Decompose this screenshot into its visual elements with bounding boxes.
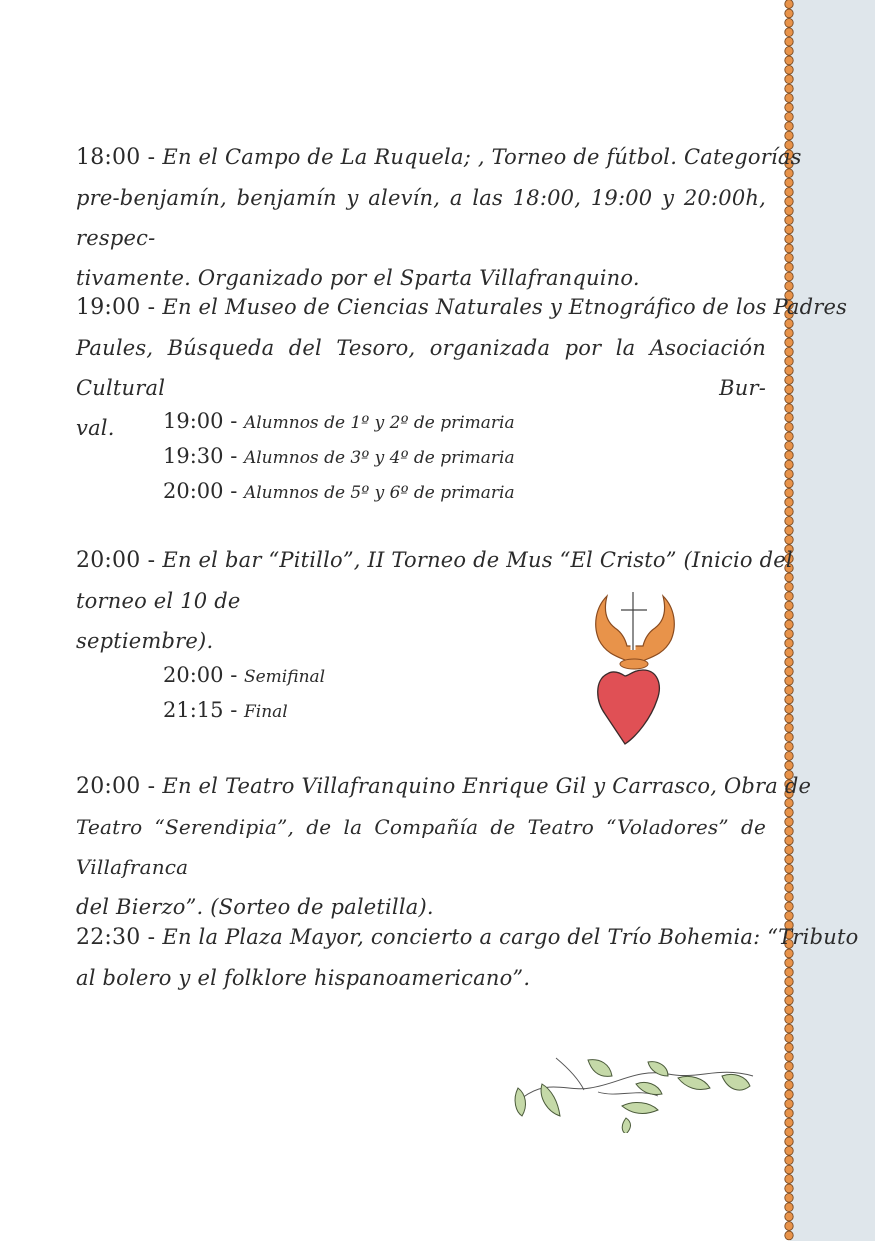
- bead: [785, 84, 793, 93]
- schedule-entry-5: [76, 917, 859, 998]
- entry-line: septiembre).: [76, 629, 214, 653]
- bead: [785, 65, 793, 74]
- entry-line: Paules, Búsqueda del Tesoro, organizada por la Asociación Cultural Bur-: [76, 336, 766, 400]
- entry-line: [76, 766, 812, 807]
- bead: [785, 0, 793, 8]
- bead: [785, 432, 793, 441]
- bead: [785, 394, 793, 403]
- bead: [785, 1146, 793, 1155]
- bead: [785, 470, 793, 479]
- bead: [785, 723, 793, 732]
- bead: [785, 1081, 793, 1090]
- bead: [785, 507, 793, 516]
- entry-line: torneo el 10 de: [76, 589, 241, 613]
- bead: [785, 629, 793, 638]
- bead: [785, 573, 793, 582]
- bead: [785, 451, 793, 460]
- bead: [785, 667, 793, 676]
- bead: [785, 893, 793, 902]
- bead: [785, 216, 793, 225]
- bead: [785, 1231, 793, 1240]
- bead: [785, 385, 793, 394]
- bead: [785, 1118, 793, 1127]
- bead: [785, 1165, 793, 1174]
- bead: [785, 122, 793, 131]
- bead: [785, 958, 793, 967]
- bead: [785, 197, 793, 206]
- bead: [785, 676, 793, 685]
- bead: [785, 526, 793, 535]
- bead: [785, 112, 793, 121]
- bead: [785, 1222, 793, 1231]
- entry-text: En el bar “Pitillo”, II Torneo de Mus “El Cristo” (Inicio del: [162, 548, 793, 572]
- bead: [785, 883, 793, 892]
- bead: [785, 94, 793, 103]
- bead: [785, 733, 793, 742]
- bead: [785, 911, 793, 920]
- bead: [785, 1071, 793, 1080]
- bead: [785, 1137, 793, 1146]
- sacred-heart-cross-icon: [585, 588, 685, 748]
- bead: [785, 517, 793, 526]
- bead: [785, 836, 793, 845]
- sub-item: [163, 474, 515, 511]
- bead: [785, 413, 793, 422]
- entry-line: [76, 540, 793, 581]
- bead: [785, 714, 793, 723]
- bead: [785, 855, 793, 864]
- entry-line: tivamente. Organizado por el Sparta Villafranquino.: [76, 266, 640, 290]
- sub-item: [163, 404, 515, 441]
- entry-line: del Bierzo”. (Sorteo de paletilla).: [76, 895, 434, 919]
- side-panel: [790, 0, 875, 1241]
- bead: [785, 987, 793, 996]
- bead: [785, 1090, 793, 1099]
- bead: [785, 272, 793, 281]
- bead: [785, 319, 793, 328]
- entry-line: pre-benjamín, benjamín y alevín, a las 18:00, 19:00 y 20:00h, respec-: [76, 186, 766, 250]
- entry-text: En el Campo de La Ruquela; , Torneo de fútbol. Categorías: [162, 145, 802, 169]
- entry-line: val.: [76, 416, 115, 440]
- entry-line: [76, 137, 802, 178]
- bead: [785, 808, 793, 817]
- sub-item: [163, 439, 515, 476]
- bead: [785, 864, 793, 873]
- sub-time: 21:15 -: [163, 698, 244, 722]
- bead: [785, 1043, 793, 1052]
- entry-time: 20:00 -: [76, 774, 163, 799]
- olive-branch-icon: [508, 1048, 758, 1133]
- bead: [785, 705, 793, 714]
- bead: [785, 488, 793, 497]
- bead: [785, 601, 793, 610]
- bead: [785, 686, 793, 695]
- bead: [785, 1015, 793, 1024]
- bead: [785, 206, 793, 215]
- bead: [785, 1005, 793, 1014]
- sub-item: [163, 693, 288, 730]
- bead-string: [783, 0, 795, 1241]
- bead: [785, 188, 793, 197]
- bead: [785, 225, 793, 234]
- bead: [785, 178, 793, 187]
- entry-line: [76, 917, 859, 958]
- bead: [785, 648, 793, 657]
- bead: [785, 1212, 793, 1221]
- bead: [785, 169, 793, 178]
- sub-time: 19:30 -: [163, 444, 244, 468]
- bead: [785, 695, 793, 704]
- sub-time: 20:00 -: [163, 479, 244, 503]
- entry-line: al bolero y el folklore hispanoamericano”.: [76, 966, 531, 990]
- bead: [785, 131, 793, 140]
- bead: [785, 347, 793, 356]
- sub-text: Semifinal: [243, 667, 326, 687]
- bead: [785, 479, 793, 488]
- bead: [785, 846, 793, 855]
- bead: [785, 338, 793, 347]
- bead: [785, 996, 793, 1005]
- bead: [785, 1062, 793, 1071]
- bead: [785, 75, 793, 84]
- entry-line: [76, 287, 848, 328]
- bead: [785, 47, 793, 56]
- bead: [785, 874, 793, 883]
- entry-text: En la Plaza Mayor, concierto a cargo del Trío Bohemia: “Tributo: [162, 925, 859, 949]
- bead: [785, 611, 793, 620]
- bead: [785, 977, 793, 986]
- bead: [785, 423, 793, 432]
- bead: [785, 968, 793, 977]
- bead: [785, 592, 793, 601]
- bead: [785, 9, 793, 18]
- bead: [785, 18, 793, 27]
- bead: [785, 742, 793, 751]
- entry-text: En el Museo de Ciencias Naturales y Etnográfico de los Padres: [162, 295, 848, 319]
- bead: [785, 253, 793, 262]
- bead: [785, 1034, 793, 1043]
- entry-line: Teatro “Serendipia”, de la Compañía de Teatro “Voladores” de Villafranca: [76, 815, 766, 879]
- bead: [785, 582, 793, 591]
- bead: [785, 639, 793, 648]
- bead: [785, 1184, 793, 1193]
- entry-time: 19:00 -: [76, 295, 163, 320]
- bead: [785, 1193, 793, 1202]
- bead: [785, 244, 793, 253]
- bead: [785, 827, 793, 836]
- bead: [785, 498, 793, 507]
- bead: [785, 460, 793, 469]
- bead: [785, 235, 793, 244]
- sub-text: Alumnos de 5º y 6º de primaria: [243, 483, 515, 503]
- entry-text: En el Teatro Villafranquino Enrique Gil y Carrasco, Obra de: [162, 774, 812, 798]
- bead: [785, 376, 793, 385]
- bead: [785, 404, 793, 413]
- bead: [785, 357, 793, 366]
- bead: [785, 1203, 793, 1212]
- bead: [785, 535, 793, 544]
- bead: [785, 103, 793, 112]
- bead: [785, 949, 793, 958]
- bead: [785, 1109, 793, 1118]
- sub-time: 19:00 -: [163, 409, 244, 433]
- entry-time: 18:00 -: [76, 145, 163, 170]
- bead: [785, 282, 793, 291]
- sub-time: 20:00 -: [163, 663, 244, 687]
- bead: [785, 329, 793, 338]
- bead: [785, 263, 793, 272]
- bead: [785, 620, 793, 629]
- bead: [785, 1175, 793, 1184]
- bead: [785, 752, 793, 761]
- bead: [785, 902, 793, 911]
- bead: [785, 28, 793, 37]
- sub-item: [163, 658, 325, 695]
- sub-text: Final: [243, 702, 288, 722]
- bead: [785, 658, 793, 667]
- bead: [785, 37, 793, 46]
- bead: [785, 761, 793, 770]
- sub-text: Alumnos de 3º y 4º de primaria: [243, 448, 515, 468]
- entry-time: 20:00 -: [76, 548, 163, 573]
- bead: [785, 56, 793, 65]
- bead: [785, 1156, 793, 1165]
- schedule-entry-4: [76, 766, 812, 927]
- bead: [785, 799, 793, 808]
- bead: [785, 1128, 793, 1137]
- bead: [785, 1099, 793, 1108]
- bead: [785, 1024, 793, 1033]
- bead: [785, 366, 793, 375]
- schedule-entry-1: [76, 137, 802, 298]
- bead: [785, 441, 793, 450]
- sub-text: Alumnos de 1º y 2º de primaria: [243, 413, 515, 433]
- bead: [785, 817, 793, 826]
- bead: [785, 1052, 793, 1061]
- entry-time: 22:30 -: [76, 925, 163, 950]
